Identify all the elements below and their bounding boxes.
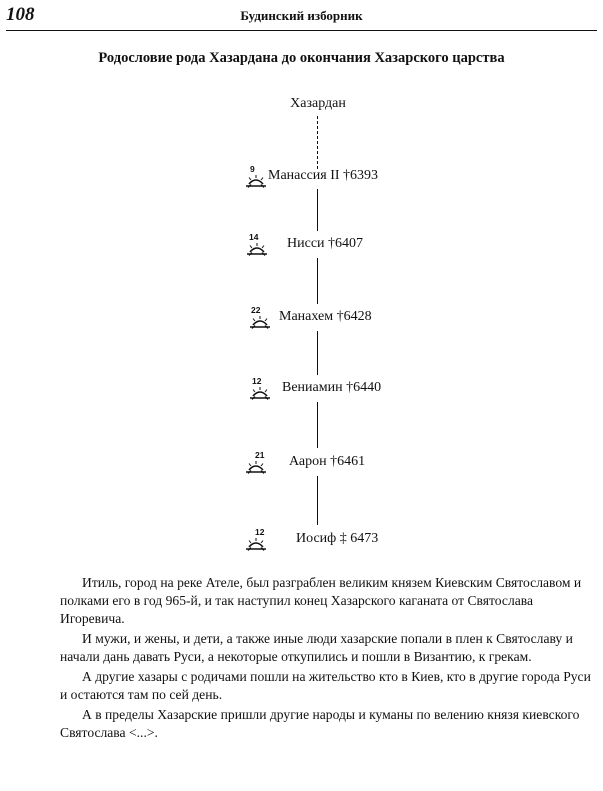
genealogy-title: Родословие рода Хазардана до окончания Хазарского царства (98, 50, 505, 66)
sun-rising-icon (249, 315, 271, 329)
tree-connector-line (317, 476, 318, 525)
tree-connector-line (317, 402, 318, 448)
body-paragraph: И мужи, и жены, и дети, а также иные люди хазарские попали в плен к Святославу и начали дань давать Руси, а некоторые откупились и пошли в Византию, к грекам. (60, 631, 573, 665)
sun-rising-icon (245, 174, 267, 188)
person-name: Вениамин †6440 (282, 380, 382, 395)
running-title: Будинский изборник (240, 8, 363, 23)
tree-connector-line (317, 331, 318, 375)
generation-number: 21 (255, 450, 265, 460)
person-name: Нисси †6407 (287, 236, 364, 251)
tree-connector-line (317, 189, 318, 231)
body-paragraph: А другие хазары с родичами пошли на жительство кто в Киев, кто в другие города Руси и остаются там по сей день. (60, 669, 591, 703)
sun-rising-icon (245, 460, 267, 474)
person-name: Манахем †6428 (279, 309, 372, 324)
generation-number: 12 (252, 376, 262, 386)
sun-rising-icon (245, 537, 267, 551)
sun-rising-icon (246, 242, 268, 256)
generation-number: 12 (255, 527, 265, 537)
generation-number: 9 (250, 164, 255, 174)
generation-number: 22 (251, 305, 261, 315)
sun-rising-icon (249, 386, 271, 400)
body-paragraph: А в пределы Хазарские пришли другие народы и куманы по велению князя киевского Святослава <...>. (60, 706, 580, 741)
body-paragraph: Итиль, город на реке Ателе, был разграблен великим князем Киевским Святославом и полками его в год 965-й, и так наступил конец Хазарского каганата от Святослава Игоревича. (60, 575, 582, 627)
person-name: Аарон †6461 (289, 454, 366, 469)
generation-number: 14 (249, 232, 259, 242)
tree-connector-line (317, 258, 318, 304)
body-text (60, 574, 600, 744)
tree-root-name: Хазардан (290, 96, 346, 111)
person-name: Иосиф ‡ 6473 (296, 531, 379, 546)
page-number: 108 (6, 4, 35, 25)
person-name: Манассия II †6393 (268, 168, 379, 183)
dashed-connector (317, 116, 318, 169)
